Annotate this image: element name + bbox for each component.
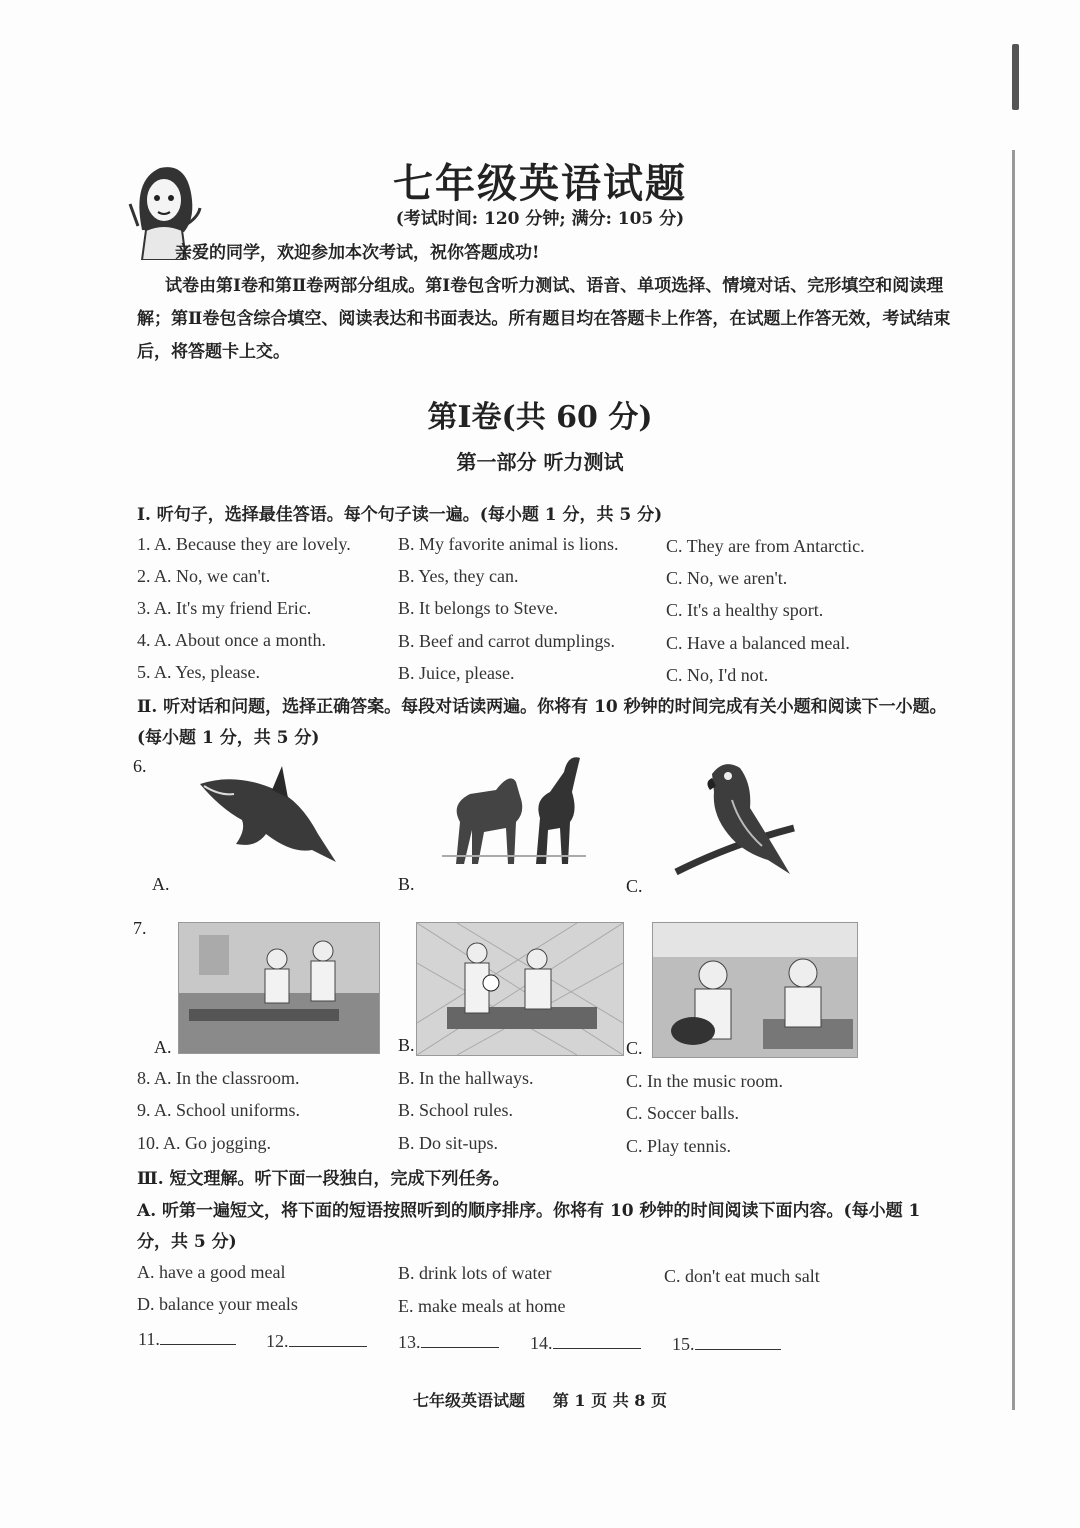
q10-option-c: C. Play tennis.	[626, 1136, 732, 1156]
bench-scene	[416, 922, 624, 1056]
phrase-d: D. balance your meals	[137, 1294, 298, 1314]
blank-15-number: 15.	[672, 1334, 695, 1354]
section3-title: Ⅲ. 短文理解。听下面一段独白，完成下列任务。	[137, 1169, 510, 1189]
q1-option-a: 1. A. Because they are lovely.	[137, 534, 351, 554]
exam-title: 七年级英语试题	[393, 160, 687, 207]
q7-label-c: C.	[626, 1038, 643, 1058]
answer-blank-11[interactable]	[138, 1326, 236, 1350]
phrase-c: C. don't eat much salt	[664, 1266, 820, 1286]
exam-duration: (考试时间: 120 分钟; 满分: 105 分)	[395, 209, 685, 229]
part-title: 第一部分 听力测试	[456, 450, 624, 474]
blank-14-number: 14.	[530, 1333, 553, 1353]
q3-option-b: B. It belongs to Steve.	[398, 598, 558, 618]
blank-13-number: 13.	[398, 1332, 421, 1352]
q9-option-c: C. Soccer balls.	[626, 1103, 739, 1123]
q3-option-a: 3. A. It's my friend Eric.	[137, 598, 312, 618]
classroom-scene	[652, 922, 858, 1058]
binder-mark	[1012, 44, 1019, 110]
blank-11-number: 11.	[138, 1329, 160, 1349]
blank-12-number: 12.	[266, 1331, 289, 1351]
q5-option-c: C. No, I'd not.	[666, 665, 769, 685]
section3-task-a: A. 听第一遍短文，将下面的短语按照听到的顺序排序。你将有 10 秒钟的时间阅读下面内容。(每小题 1 分，共 5 分)	[137, 1201, 921, 1252]
q9-option-b: B. School rules.	[398, 1100, 513, 1120]
q6-number: 6.	[133, 756, 147, 776]
q4-option-a: 4. A. About once a month.	[137, 630, 326, 650]
q9-option-a: 9. A. School uniforms.	[137, 1100, 301, 1120]
parrot-picture	[672, 756, 798, 876]
q7-label-b: B.	[398, 1035, 415, 1055]
q4-option-c: C. Have a balanced meal.	[666, 633, 850, 653]
q2-option-a: 2. A. No, we can't.	[137, 566, 271, 586]
answer-blank-14[interactable]	[530, 1330, 641, 1354]
page-edge	[1012, 150, 1015, 1410]
q8-option-b: B. In the hallways.	[398, 1068, 534, 1088]
greeting: 亲爱的同学，欢迎参加本次考试，祝你答题成功!	[175, 243, 540, 263]
q5-option-a: 5. A. Yes, please.	[137, 662, 261, 682]
q8-option-a: 8. A. In the classroom.	[137, 1068, 300, 1088]
shark-picture	[196, 764, 338, 868]
answer-blank-15[interactable]	[672, 1331, 781, 1355]
q4-option-b: B. Beef and carrot dumplings.	[398, 631, 615, 651]
cafeteria-scene	[178, 922, 380, 1054]
q1-option-b: B. My favorite animal is lions.	[398, 534, 619, 554]
q1-option-c: C. They are from Antarctic.	[666, 536, 865, 556]
q6-label-b: B.	[398, 874, 415, 894]
section2-title: Ⅱ. 听对话和问题，选择正确答案。每段对话读两遍。你将有 10 秒钟的时间完成有关小题和阅读下一小题。(每小题 1 分，共 5 分)	[137, 697, 947, 748]
q2-option-c: C. No, we aren't.	[666, 568, 788, 588]
q10-option-a: 10. A. Go jogging.	[137, 1133, 272, 1153]
q7-number: 7.	[133, 918, 147, 938]
q3-option-c: C. It's a healthy sport.	[666, 600, 824, 620]
volume-title: 第Ⅰ卷(共 60 分)	[427, 400, 653, 435]
q10-option-b: B. Do sit-ups.	[398, 1133, 499, 1153]
section1-title: Ⅰ. 听句子，选择最佳答语。每个句子读一遍。(每小题 1 分，共 5 分)	[137, 505, 663, 525]
q7-label-a: A.	[154, 1037, 172, 1057]
answer-blank-13[interactable]	[398, 1329, 499, 1353]
answer-blank-12[interactable]	[266, 1328, 367, 1352]
phrase-b: B. drink lots of water	[398, 1263, 552, 1283]
instructions: 试卷由第Ⅰ卷和第Ⅱ卷两部分组成。第Ⅰ卷包含听力测试、语音、单项选择、情境对话、完形填空和阅读理解；第Ⅱ卷包含综合填空、阅读表达和书面表达。所有题目均在答题卡上作答，在试题上作答无效，考试结束后，将答题卡上交。	[137, 276, 951, 362]
phrase-e: E. make meals at home	[398, 1296, 566, 1316]
q2-option-b: B. Yes, they can.	[398, 566, 519, 586]
q6-label-c: C.	[626, 876, 643, 896]
q8-option-c: C. In the music room.	[626, 1071, 783, 1091]
page-footer: 七年级英语试题 第 1 页 共 8 页	[413, 1391, 667, 1410]
wolves-picture	[440, 752, 588, 870]
phrase-a: A. have a good meal	[137, 1262, 286, 1282]
q5-option-b: B. Juice, please.	[398, 663, 515, 683]
q6-label-a: A.	[152, 874, 170, 894]
